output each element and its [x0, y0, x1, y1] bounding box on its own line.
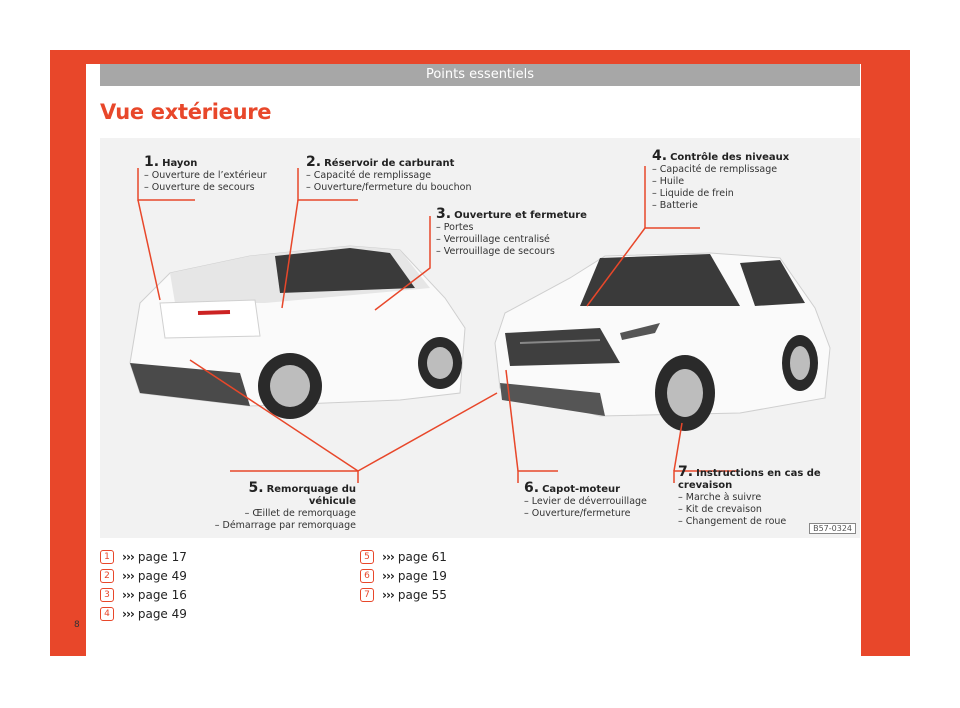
callout-4-number: 4.: [652, 148, 668, 164]
callout-3-item: – Verrouillage centralisé: [436, 234, 550, 245]
arrow-icon: ›››: [122, 568, 134, 583]
page-link[interactable]: page 16: [137, 587, 187, 602]
callout-number-badge: 4: [100, 607, 114, 621]
callout-1-number: 1.: [144, 154, 160, 170]
reference-item[interactable]: [360, 585, 447, 604]
callout-6-title: Capot-moteur: [542, 484, 621, 495]
reference-list-left: [100, 547, 187, 623]
callout-4-item: – Huile: [652, 176, 685, 187]
callout-number-badge: 1: [100, 550, 114, 564]
reference-item[interactable]: [100, 547, 187, 566]
front-car-icon: [495, 253, 830, 431]
callout-4-item: – Capacité de remplissage: [652, 164, 778, 175]
page-link[interactable]: page 17: [137, 549, 187, 564]
callout-7: [678, 466, 860, 528]
page-number: 8: [74, 620, 80, 630]
callout-number-badge: 3: [100, 588, 114, 602]
callout-5: [200, 482, 356, 532]
section-header: Points essentiels: [100, 64, 860, 86]
callout-1-title: Hayon: [162, 158, 198, 169]
reference-item[interactable]: [360, 547, 447, 566]
callout-6: [524, 482, 647, 520]
callout-2-title: Réservoir de carburant: [324, 158, 455, 169]
callout-7-item: – Marche à suivre: [678, 492, 762, 503]
callout-number-badge: 7: [360, 588, 374, 602]
callout-4-item: – Liquide de frein: [652, 188, 734, 199]
callout-number-badge: 5: [360, 550, 374, 564]
callout-2: [306, 156, 471, 194]
callout-7-item: – Changement de roue: [678, 516, 787, 527]
callout-3-number: 3.: [436, 206, 452, 222]
callout-3: [436, 208, 587, 258]
reference-list-right: [360, 547, 447, 604]
callout-6-number: 6.: [524, 480, 540, 496]
arrow-icon: ›››: [122, 587, 134, 602]
exterior-figure: [100, 138, 860, 538]
callout-1-item: – Ouverture de l’extérieur: [144, 170, 267, 181]
callout-4: [652, 150, 789, 212]
callout-1-item: – Ouverture de secours: [144, 182, 255, 193]
callout-number-badge: 6: [360, 569, 374, 583]
reference-item[interactable]: [100, 604, 187, 623]
callout-5-title: Remorquage du véhicule: [266, 484, 356, 507]
callout-5-item: – Démarrage par remorquage: [214, 520, 356, 531]
callout-2-number: 2.: [306, 154, 322, 170]
callout-1: [144, 156, 267, 194]
arrow-icon: ›››: [382, 549, 394, 564]
page-link[interactable]: page 49: [137, 568, 187, 583]
rear-car-icon: [130, 246, 465, 419]
page-link[interactable]: page 49: [137, 606, 187, 621]
arrow-icon: ›››: [382, 568, 394, 583]
reference-item[interactable]: [100, 566, 187, 585]
arrow-icon: ›››: [382, 587, 394, 602]
page-title: Vue extérieure: [100, 100, 272, 124]
page-link[interactable]: page 55: [397, 587, 447, 602]
arrow-icon: ›››: [122, 606, 134, 621]
callout-7-title: Instructions en cas de crevaison: [678, 468, 821, 491]
callout-number-badge: 2: [100, 569, 114, 583]
reference-item[interactable]: [100, 585, 187, 604]
callout-3-title: Ouverture et fermeture: [454, 210, 587, 221]
callout-5-item: – Œillet de remorquage: [244, 508, 356, 519]
page-link[interactable]: page 61: [397, 549, 447, 564]
reference-item[interactable]: [360, 566, 447, 585]
callout-4-title: Contrôle des niveaux: [670, 152, 790, 163]
callout-7-number: 7.: [678, 464, 694, 480]
page-link[interactable]: page 19: [397, 568, 447, 583]
callout-6-item: – Levier de déverrouillage: [524, 496, 647, 507]
callout-2-item: – Ouverture/fermeture du bouchon: [306, 182, 472, 193]
callout-3-item: – Verrouillage de secours: [436, 246, 555, 257]
callout-4-item: – Batterie: [652, 200, 698, 211]
callout-5-number: 5.: [248, 480, 264, 496]
callout-7-item: – Kit de crevaison: [678, 504, 762, 515]
callout-3-item: – Portes: [436, 222, 474, 233]
arrow-icon: ›››: [122, 549, 134, 564]
callout-6-item: – Ouverture/fermeture: [524, 508, 631, 519]
figure-code: B57-0324: [809, 523, 856, 534]
callout-2-item: – Capacité de remplissage: [306, 170, 432, 181]
